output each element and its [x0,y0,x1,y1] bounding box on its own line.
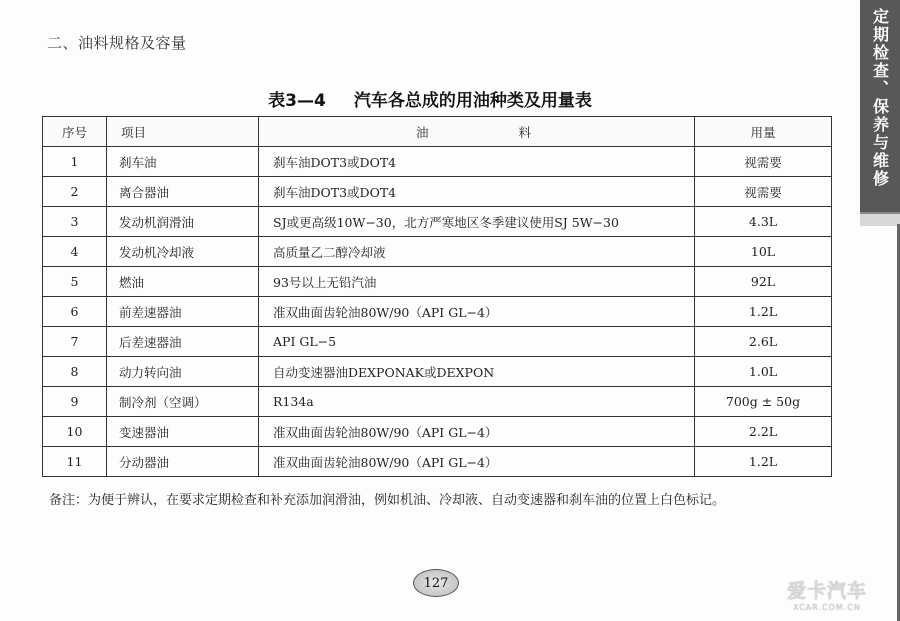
cell-qty: 700g ± 50g [695,387,832,417]
watermark-site: XCAR.COM.CN [793,603,861,612]
site-watermark [787,576,867,612]
cell-oil: 自动变速器油DEXPONAK或DEXPON [259,357,695,387]
cell-qty: 视需要 [695,177,832,207]
cell-qty: 10L [695,237,832,267]
cell-oil: 刹车油DOT3或DOT4 [259,147,695,177]
page-number-label: 127 [423,575,449,591]
cell-item: 发动机润滑油 [107,207,259,237]
table-row [43,357,832,387]
cell-qty: 1.0L [695,357,832,387]
table-row [43,327,832,357]
header-oil: 油料 [259,117,695,147]
cell-item: 分动器油 [107,447,259,477]
cell-item: 燃油 [107,267,259,297]
cell-item: 前差速器油 [107,297,259,327]
table-row [43,387,832,417]
table-row [43,147,832,177]
page-number [413,569,459,597]
cell-qty: 4.3L [695,207,832,237]
table-note: 备注：为便于辨认，在要求定期检查和补充添加润滑油，例如机油、冷却液、自动变速器和刹车油的位置上白色标记。 [49,493,726,508]
cell-item: 制冷剂（空调） [107,387,259,417]
cell-qty: 2.2L [695,417,832,447]
cell-item: 变速器油 [107,417,259,447]
header-no: 序号 [43,117,107,147]
table-caption: 汽车各总成的用油种类及用量表 [353,91,592,111]
cell-item: 刹车油 [107,147,259,177]
cell-no: 2 [43,177,107,207]
table-title [0,86,860,111]
table-code: 表3—4 [268,91,326,111]
cell-qty: 视需要 [695,147,832,177]
chapter-side-tab-label: 定期检查、保养与维修 [870,8,890,188]
cell-oil: 93号以上无铅汽油 [259,267,695,297]
cell-no: 9 [43,387,107,417]
table-row [43,177,832,207]
cell-no: 5 [43,267,107,297]
table-row [43,267,832,297]
cell-no: 3 [43,207,107,237]
table-row [43,447,832,477]
watermark-brand: 爱卡汽车 [787,580,868,602]
section-heading: 二、油料规格及容量 [47,34,187,52]
cell-oil: 刹车油DOT3或DOT4 [259,177,695,207]
cell-no: 7 [43,327,107,357]
cell-item: 发动机冷却液 [107,237,259,267]
cell-qty: 1.2L [695,447,832,477]
cell-item: 后差速器油 [107,327,259,357]
cell-no: 11 [43,447,107,477]
cell-qty: 2.6L [695,327,832,357]
cell-oil: 准双曲面齿轮油80W/90（API GL−4） [259,417,695,447]
cell-item: 动力转向油 [107,357,259,387]
cell-oil: 高质量乙二醇冷却液 [259,237,695,267]
chapter-side-tab [860,0,900,212]
cell-oil: R134a [259,387,695,417]
oil-capacity-table [42,116,832,477]
table-row [43,237,832,267]
table-row [43,417,832,447]
cell-no: 6 [43,297,107,327]
cell-oil: API GL−5 [259,327,695,357]
header-qty: 用量 [695,117,832,147]
header-item: 项目 [107,117,259,147]
table-header-row [43,117,832,147]
table-row [43,207,832,237]
cell-oil: 准双曲面齿轮油80W/90（API GL−4） [259,297,695,327]
cell-no: 8 [43,357,107,387]
cell-qty: 1.2L [695,297,832,327]
cell-no: 4 [43,237,107,267]
cell-item: 离合器油 [107,177,259,207]
table-row [43,297,832,327]
cell-oil: SJ或更高级10W−30，北方严寒地区冬季建议使用SJ 5W−30 [259,207,695,237]
cell-qty: 92L [695,267,832,297]
cell-oil: 准双曲面齿轮油80W/90（API GL−4） [259,447,695,477]
side-tab-divider [860,212,900,226]
cell-no: 10 [43,417,107,447]
cell-no: 1 [43,147,107,177]
